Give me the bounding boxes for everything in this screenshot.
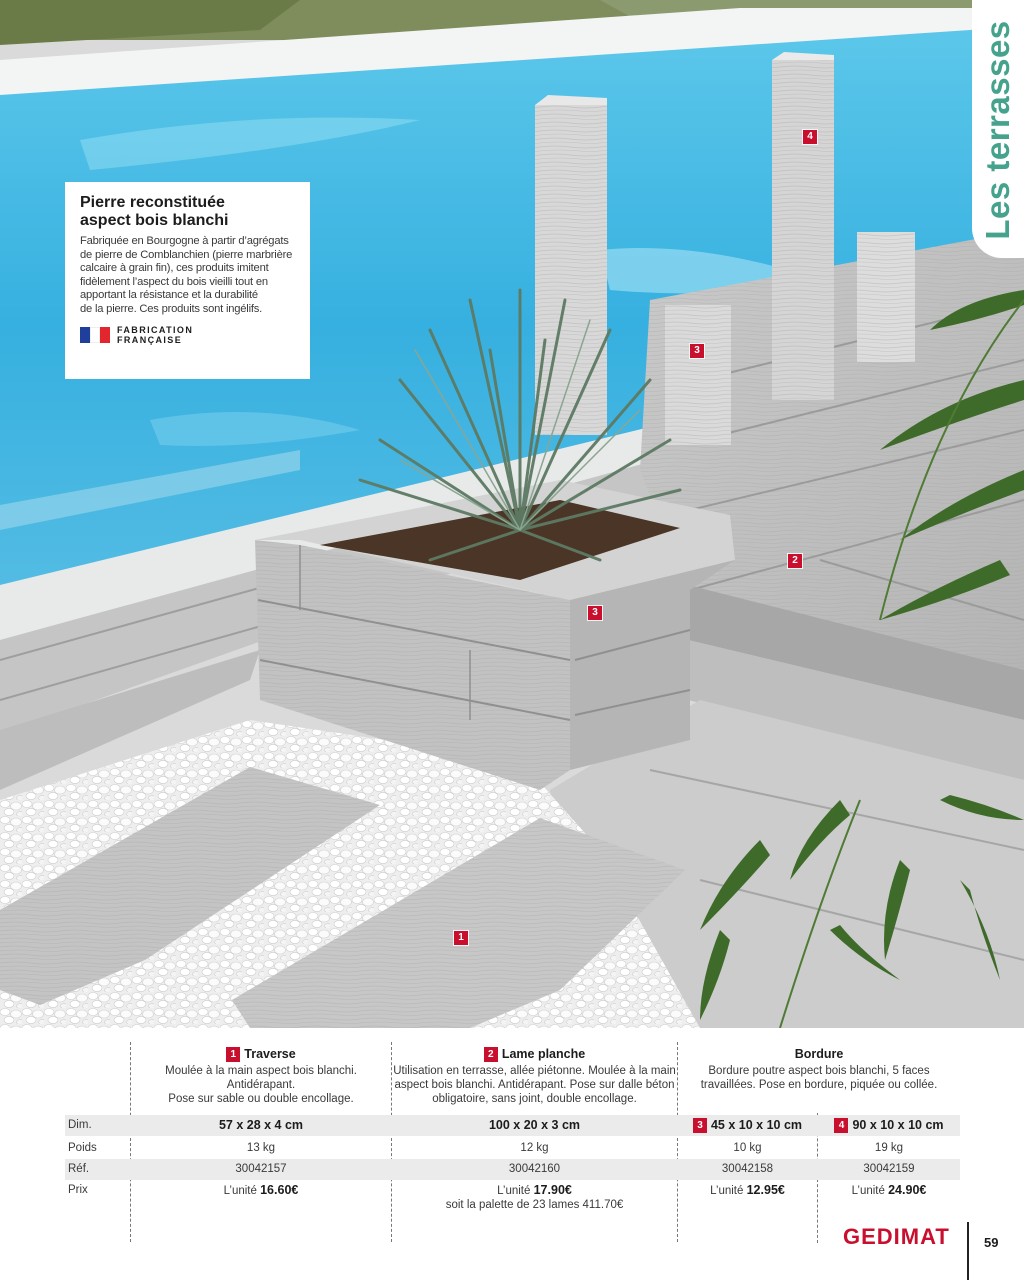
desc-line: obligatoire, sans joint, double encollage. — [432, 1093, 637, 1105]
cell-weight-lame: 12 kg — [520, 1142, 549, 1154]
gedimat-logo — [843, 1224, 950, 1250]
product-number-badge: 1 — [226, 1047, 240, 1062]
badge-line: FABRICATION — [117, 324, 194, 335]
info-title — [80, 194, 296, 230]
product-number-badge: 2 — [484, 1047, 498, 1062]
product-name-text: Lame planche — [501, 1047, 586, 1061]
section-tab — [972, 0, 1024, 258]
cell-text: 90 x 10 x 10 cm — [852, 1118, 944, 1132]
price-value: 17.90€ — [533, 1183, 572, 1197]
info-title-line: Pierre reconstituée — [80, 194, 225, 211]
info-line: apportant la résistance et la durabilité — [80, 289, 258, 302]
product-header-bordure — [678, 1046, 960, 1092]
page-number: 59 — [984, 1235, 999, 1250]
cell-ref-bordure-90: 30042159 — [863, 1163, 915, 1175]
desc-line: Moulée à la main aspect bois blanchi. Antidérapant. — [165, 1065, 357, 1091]
product-name-text: Bordure — [794, 1047, 844, 1061]
product-description — [678, 1064, 960, 1092]
row-label: Poids — [68, 1142, 97, 1154]
cell-price-bordure-45 — [678, 1180, 817, 1202]
pallet-price-note: soit la palette de 23 lames 411.70€ — [445, 1199, 624, 1211]
product-name-text: Traverse — [244, 1047, 296, 1061]
table-row-weight — [65, 1138, 960, 1159]
cell-weight-traverse: 13 kg — [246, 1142, 276, 1154]
info-line: Fabriquée en Bourgogne à partir d’agrégats — [80, 235, 289, 247]
price-prefix: L’unité — [710, 1185, 744, 1197]
cell-weight-bordure-45: 10 kg — [733, 1142, 762, 1154]
footer-divider — [967, 1222, 969, 1280]
marker-1: 1 — [454, 931, 468, 945]
price-value: 12.95€ — [746, 1183, 785, 1197]
badge-line: FRANÇAISE — [117, 334, 183, 345]
price-value: 16.60€ — [260, 1183, 299, 1197]
product-number-badge: 3 — [693, 1118, 707, 1133]
desc-line: Bordure poutre aspect bois blanchi, 5 faces — [708, 1065, 930, 1077]
made-in-france-badge — [80, 325, 296, 345]
section-tab-label: Les terrasses — [979, 20, 1016, 240]
marker-4: 4 — [803, 130, 817, 144]
row-label: Réf. — [68, 1163, 90, 1175]
info-description — [80, 235, 296, 317]
product-header-lame-planche — [392, 1046, 677, 1106]
price-prefix: L’unité — [223, 1185, 257, 1197]
product-name — [678, 1046, 960, 1062]
info-line: de pierre de Comblanchien (pierre marbrière — [80, 248, 293, 261]
cell-dim-traverse: 57 x 28 x 4 cm — [218, 1118, 304, 1132]
row-label: Dim. — [68, 1119, 92, 1131]
cell-weight-bordure-90: 19 kg — [874, 1142, 904, 1154]
product-description — [131, 1064, 391, 1106]
product-description — [392, 1064, 677, 1106]
info-line: calcaire à grain fin), ces produits imitent — [80, 262, 269, 275]
made-in-france-label — [117, 325, 193, 345]
cell-dim-bordure-45 — [678, 1115, 817, 1136]
row-label: Prix — [68, 1184, 88, 1196]
desc-line: Pose sur sable ou double encollage. — [168, 1093, 354, 1105]
logo-text: GEDIMAT — [843, 1224, 950, 1249]
cell-text: 45 x 10 x 10 cm — [710, 1118, 803, 1132]
price-prefix: L’unité — [851, 1185, 885, 1197]
marker-2: 2 — [788, 554, 802, 568]
product-number-badge: 4 — [834, 1118, 848, 1133]
price-prefix: L’unité — [497, 1185, 531, 1197]
info-title-line: aspect bois blanchi — [80, 212, 229, 229]
product-name — [131, 1046, 391, 1062]
desc-line: travaillées. Pose en bordure, piquée ou collée. — [700, 1079, 938, 1091]
product-header-traverse — [131, 1046, 391, 1106]
desc-line: aspect bois blanchi. Antidérapant. Pose sur dalle béton — [394, 1079, 675, 1091]
price-value: 24.90€ — [888, 1183, 927, 1197]
cell-price-traverse — [131, 1180, 391, 1202]
table-row-reference — [65, 1159, 960, 1180]
french-flag-icon — [80, 327, 110, 343]
info-line: fidèlement l’aspect du bois vieilli tout en — [80, 275, 268, 288]
table-row-dimensions — [65, 1115, 960, 1136]
desc-line: Utilisation en terrasse, allée piétonne. Moulée à la main — [393, 1065, 676, 1077]
cell-ref-bordure-45: 30042158 — [721, 1163, 774, 1175]
cell-dim-lame: 100 x 20 x 3 cm — [488, 1118, 581, 1132]
marker-3: 3 — [588, 606, 602, 620]
info-line: de la pierre. Ces produits sont ingélifs. — [80, 302, 263, 315]
cell-dim-bordure-90 — [818, 1115, 960, 1136]
marker-3: 3 — [690, 344, 704, 358]
cell-ref-traverse: 30042157 — [235, 1163, 287, 1175]
info-box — [65, 182, 310, 379]
cell-price-bordure-90 — [818, 1180, 960, 1202]
product-name — [392, 1046, 677, 1062]
cell-ref-lame: 30042160 — [508, 1163, 561, 1175]
